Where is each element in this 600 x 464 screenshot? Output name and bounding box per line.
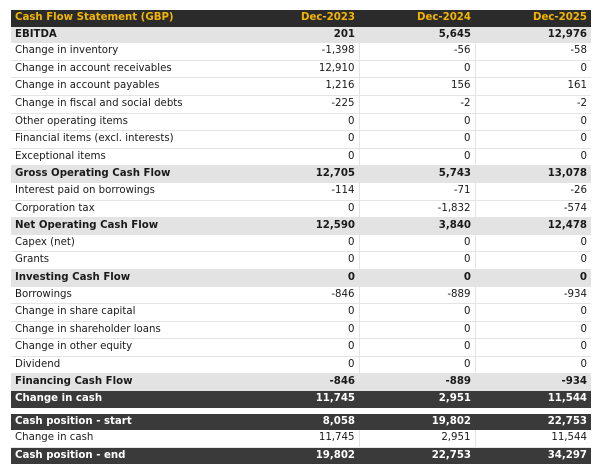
row-value: 5,743: [359, 166, 475, 183]
row-value: 1,216: [243, 78, 359, 96]
row-value: 11,745: [243, 391, 359, 408]
row-value: -2: [359, 95, 475, 113]
table-row: [11, 131, 591, 149]
row-value: 0: [359, 60, 475, 78]
row-value: 12,910: [243, 60, 359, 78]
row-label: Grants: [11, 252, 243, 270]
row-value: 3,840: [359, 218, 475, 235]
table-row: [11, 60, 591, 78]
table-row: [11, 339, 591, 357]
table-row: [11, 391, 591, 408]
row-label: Gross Operating Cash Flow: [11, 166, 243, 183]
table-row: [11, 356, 591, 374]
row-label: Change in other equity: [11, 339, 243, 357]
row-label: Change in account payables: [11, 78, 243, 96]
row-value: 12,705: [243, 166, 359, 183]
row-value: 0: [359, 148, 475, 166]
table-title: Cash Flow Statement (GBP): [11, 10, 243, 27]
row-value: 0: [475, 113, 591, 131]
row-value: 0: [475, 235, 591, 252]
row-value: 11,544: [475, 391, 591, 408]
row-value: 12,478: [475, 218, 591, 235]
row-value: 0: [243, 148, 359, 166]
row-value: 0: [359, 321, 475, 339]
table-row: [11, 304, 591, 322]
row-value: -2: [475, 95, 591, 113]
row-value: 22,753: [359, 447, 475, 464]
row-value: 0: [475, 252, 591, 270]
row-value: 0: [243, 235, 359, 252]
row-value: 0: [243, 131, 359, 149]
row-value: 0: [243, 339, 359, 357]
row-label: Capex (net): [11, 235, 243, 252]
row-value: 12,590: [243, 218, 359, 235]
table-row: [11, 269, 591, 286]
row-value: 0: [359, 113, 475, 131]
row-value: 0: [475, 321, 591, 339]
row-value: 0: [243, 321, 359, 339]
row-value: 0: [243, 304, 359, 322]
table-row: [11, 414, 591, 431]
row-value: 0: [359, 269, 475, 286]
table-body: [11, 27, 591, 464]
row-value: -56: [359, 43, 475, 60]
row-value: 0: [243, 356, 359, 374]
table-row: [11, 321, 591, 339]
row-value: 0: [359, 356, 475, 374]
table-row: [11, 235, 591, 252]
row-value: -58: [475, 43, 591, 60]
row-label: Financial items (excl. interests): [11, 131, 243, 149]
row-value: -114: [243, 183, 359, 200]
row-label: Cash position - end: [11, 447, 243, 464]
row-value: 11,745: [243, 430, 359, 447]
table-row: [11, 43, 591, 60]
column-header-dec-2025: Dec-2025: [475, 10, 591, 27]
column-header-dec-2023: Dec-2023: [243, 10, 359, 27]
row-value: 11,544: [475, 430, 591, 447]
row-label: Cash position - start: [11, 414, 243, 431]
row-value: 12,976: [475, 27, 591, 44]
table-row: [11, 27, 591, 44]
row-value: -71: [359, 183, 475, 200]
row-value: 0: [243, 200, 359, 218]
row-label: Financing Cash Flow: [11, 374, 243, 391]
row-value: -934: [475, 287, 591, 304]
row-label: Interest paid on borrowings: [11, 183, 243, 200]
row-value: -889: [359, 287, 475, 304]
row-value: -846: [243, 374, 359, 391]
row-value: -934: [475, 374, 591, 391]
table-row: [11, 166, 591, 183]
row-value: 0: [359, 131, 475, 149]
row-value: 13,078: [475, 166, 591, 183]
row-label: EBITDA: [11, 27, 243, 44]
row-value: 0: [475, 304, 591, 322]
table-row: [11, 148, 591, 166]
table-row: [11, 78, 591, 96]
row-value: 0: [475, 269, 591, 286]
cash-flow-sheet: [11, 10, 591, 464]
row-label: Change in fiscal and social debts: [11, 95, 243, 113]
row-value: 0: [475, 60, 591, 78]
row-value: 0: [359, 304, 475, 322]
row-value: 2,951: [359, 391, 475, 408]
row-value: -846: [243, 287, 359, 304]
table-row: [11, 374, 591, 391]
row-value: 2,951: [359, 430, 475, 447]
row-label: Change in inventory: [11, 43, 243, 60]
row-value: 19,802: [359, 414, 475, 431]
row-value: 8,058: [243, 414, 359, 431]
row-value: 22,753: [475, 414, 591, 431]
cash-flow-table: [11, 10, 591, 464]
row-label: Dividend: [11, 356, 243, 374]
row-label: Other operating items: [11, 113, 243, 131]
row-value: 0: [475, 131, 591, 149]
row-label: Change in account receivables: [11, 60, 243, 78]
row-label: Change in cash: [11, 430, 243, 447]
row-label: Investing Cash Flow: [11, 269, 243, 286]
table-row: [11, 252, 591, 270]
row-value: 0: [359, 235, 475, 252]
row-value: 0: [243, 252, 359, 270]
row-value: 156: [359, 78, 475, 96]
row-value: 161: [475, 78, 591, 96]
row-value: -26: [475, 183, 591, 200]
row-value: 0: [475, 356, 591, 374]
row-label: Change in share capital: [11, 304, 243, 322]
table-row: [11, 218, 591, 235]
row-value: -1,398: [243, 43, 359, 60]
row-value: 0: [359, 339, 475, 357]
table-row: [11, 183, 591, 200]
row-label: Borrowings: [11, 287, 243, 304]
table-row: [11, 287, 591, 304]
row-value: 0: [243, 113, 359, 131]
row-label: Exceptional items: [11, 148, 243, 166]
row-value: 201: [243, 27, 359, 44]
row-value: -574: [475, 200, 591, 218]
table-row: [11, 95, 591, 113]
row-value: 0: [475, 339, 591, 357]
table-row: [11, 430, 591, 447]
row-value: 5,645: [359, 27, 475, 44]
table-header-row: [11, 10, 591, 27]
row-value: 0: [359, 252, 475, 270]
row-value: -1,832: [359, 200, 475, 218]
row-value: -889: [359, 374, 475, 391]
row-value: 0: [475, 148, 591, 166]
table-row: [11, 113, 591, 131]
row-value: 0: [243, 269, 359, 286]
row-label: Change in shareholder loans: [11, 321, 243, 339]
row-label: Net Operating Cash Flow: [11, 218, 243, 235]
table-row: [11, 200, 591, 218]
row-value: -225: [243, 95, 359, 113]
row-label: Corporation tax: [11, 200, 243, 218]
row-value: 19,802: [243, 447, 359, 464]
column-header-dec-2024: Dec-2024: [359, 10, 475, 27]
row-value: 34,297: [475, 447, 591, 464]
row-label: Change in cash: [11, 391, 243, 408]
